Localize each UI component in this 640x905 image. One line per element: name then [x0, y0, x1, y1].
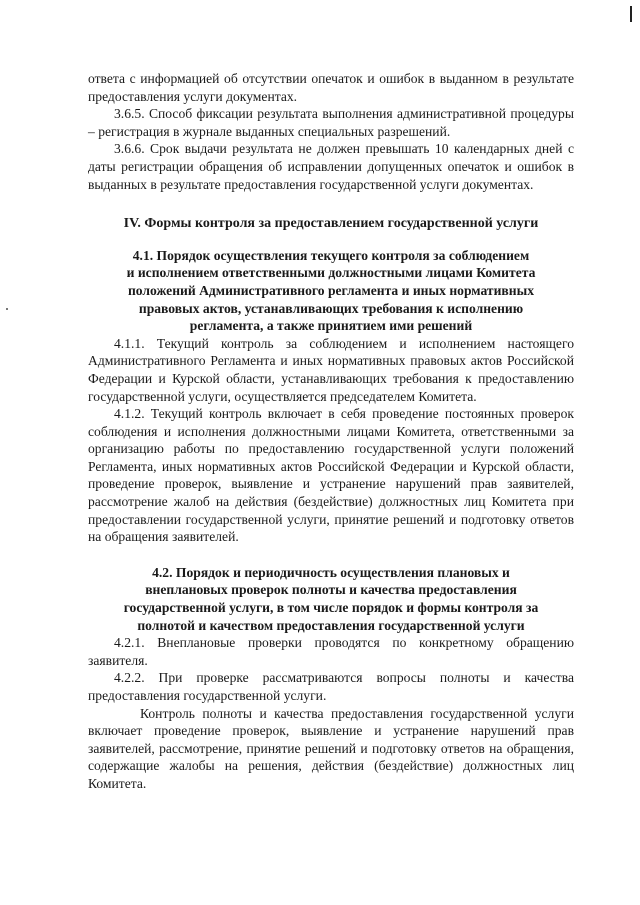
title-line: правовых актов, устанавливающих требования к исполнению — [138, 300, 524, 316]
title-line: государственной услуги, в том числе порядок и формы контроля за — [123, 600, 539, 616]
subsection-4-2-title — [88, 564, 574, 634]
section-iv-title: IV. Формы контроля за предоставлением государственной услуги — [123, 216, 539, 232]
paragraph-4-2-1: 4.2.1. Внеплановые проверки проводятся по конкретному обращению заявителя. — [88, 635, 574, 668]
subsection-4-1-title — [88, 247, 574, 335]
scan-speck — [6, 308, 8, 310]
title-line: 4.1. Порядок осуществления текущего контроля за соблюдением — [132, 247, 530, 263]
title-line: положений Административного регламента и иных нормативных — [127, 282, 535, 298]
paragraph-4-2-2: 4.2.2. При проверке рассматриваются вопросы полноты и качества предоставления государственной услуги. — [88, 670, 574, 703]
paragraph-3-6-6: 3.6.6. Срок выдачи результата не должен превышать 10 календарных дней с даты регистрации обращения об исправлении допущенных опечаток и ошибок в выданных в результате предоставления государственной услуги документах. — [88, 141, 574, 192]
title-line: внеплановых проверок полноты и качества предоставления — [145, 582, 517, 598]
title-line: регламента, а также принятием ими решений — [189, 318, 473, 334]
title-line: полнотой и качеством предоставления государственной услуги — [137, 617, 525, 633]
paragraph-3-6-5: 3.6.5. Способ фиксации результата выполнения административной процедуры – регистрация в журнале выданных специальных разрешений. — [88, 106, 574, 139]
paragraph-continuation: ответа с информацией об отсутствии опечаток и ошибок в выданном в результате предоставления услуги документах. — [88, 71, 574, 104]
title-line: и исполнением ответственными должностными лицами Комитета — [126, 265, 536, 281]
title-line: 4.2. Порядок и периодичность осуществления плановых и — [152, 564, 510, 580]
paragraph-control: Контроль полноты и качества предоставления государственной услуги включает проведение проверок, выявление и устранение нарушений прав заявителей, рассмотрение, принятие решений и подготовку ответов на обращения, содержащие жалобы на решения, действия (бездействие) должностных лиц Комитета. — [88, 705, 574, 791]
paragraph-4-1-1: 4.1.1. Текущий контроль за соблюдением и исполнением настоящего Административного Регламента и иных нормативных правовых актов Российской Федерации и Курской области, устанавливающих требования к предоставлению государственной услуги, осуществляется председателем Комитета. — [88, 335, 574, 404]
paragraph-4-1-2: 4.1.2. Текущий контроль включает в себя проведение постоянных проверок соблюдения и исполнения должностными лицами Комитета, ответственными за организацию работы по предоставлению государственной услуги положений Регламента, иных нормативных актов Российской Федерации и Курской области, проведение проверок, выявление и устранение нарушений прав заявителей, рассмотрение жалоб на действия (бездействие) должностных лиц Комитета при предоставлении государственной услуги, принятие решений и подготовку ответов на обращения заявителей. — [88, 406, 574, 545]
scan-edge-mark — [630, 6, 632, 22]
